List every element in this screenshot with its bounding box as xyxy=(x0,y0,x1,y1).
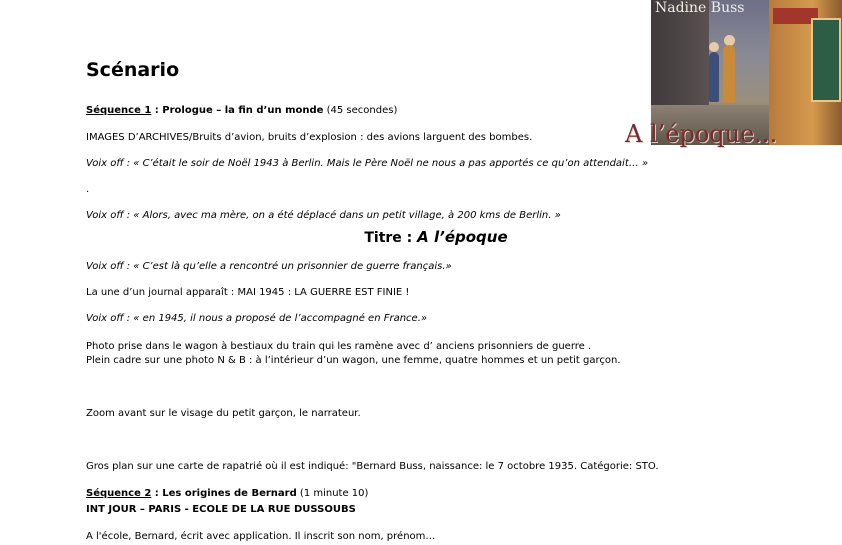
line-voix-off-4: Voix off : « en 1945, il nous a proposé de l’accompagné en France.» xyxy=(86,313,428,324)
line-photo-wagon: Photo prise dans le wagon à bestiaux du train qui les ramène avec d’ anciens prisonniers de guerre . xyxy=(86,341,592,352)
poster-author: Nadine Buss xyxy=(655,0,745,16)
line-journal: La une d’un journal apparaît : MAI 1945 : LA GUERRE EST FINIE ! xyxy=(86,287,410,298)
line-plein-cadre: Plein cadre sur une photo N & B : à l’intérieur d’un wagon, une femme, quatre hommes et un petit garçon. xyxy=(86,355,621,366)
titre-label: Titre : xyxy=(364,230,418,246)
line-voix-off-1: Voix off : « C’était le soir de Noël 1943 à Berlin. Mais le Père Noël ne nous a pas apportés ce qu’on attendait… » xyxy=(86,158,649,169)
sequence-1-label: Séquence 1 xyxy=(86,105,152,116)
line-ecole: A l'école, Bernard, écrit avec application. Il inscrit son nom, prénom… xyxy=(86,531,436,542)
sequence-1-duration: (45 secondes) xyxy=(326,105,398,116)
poster-figure-woman xyxy=(723,45,735,103)
sequence-2-label: Séquence 2 xyxy=(86,488,152,499)
line-dot: . xyxy=(86,184,90,195)
line-gros-plan: Gros plan sur une carte de rapatrié où il est indiqué: "Bernard Buss, naissance: le 7 octobre 1935. Catégorie: STO. xyxy=(86,461,659,472)
poster-window xyxy=(811,18,841,102)
sequence-1-name: Prologue – la fin d’un monde xyxy=(162,105,324,116)
poster-title: A l’époque... xyxy=(625,120,778,148)
line-archives: IMAGES D’ARCHIVES/Bruits d’avion, bruits d’explosion : des avions larguent des bombes. xyxy=(86,132,533,143)
sequence-2-name: Les origines de Bernard xyxy=(162,488,297,499)
titre-value: A l’époque xyxy=(417,228,508,246)
page-title: Scénario xyxy=(86,59,180,81)
sequence-2-heading xyxy=(86,487,368,500)
sequence-1-sep: : xyxy=(151,105,163,116)
sequence-2-sep: : xyxy=(151,488,163,499)
poster-figure-boy xyxy=(709,52,719,102)
line-voix-off-2: Voix off : « Alors, avec ma mère, on a été déplacé dans un petit village, à 200 kms de Berlin. » xyxy=(86,210,561,221)
poster-figure-boy-head xyxy=(709,42,719,52)
sequence-1-heading xyxy=(86,104,397,117)
sequence-2-duration: (1 minute 10) xyxy=(299,488,369,499)
line-zoom: Zoom avant sur le visage du petit garçon, le narrateur. xyxy=(86,408,361,419)
line-int-jour: INT JOUR – PARIS - ECOLE DE LA RUE DUSSOUBS xyxy=(86,504,356,515)
line-voix-off-3: Voix off : « C’est là qu’elle a rencontré un prisonnier de guerre français.» xyxy=(86,261,452,272)
titre-line xyxy=(0,228,842,246)
